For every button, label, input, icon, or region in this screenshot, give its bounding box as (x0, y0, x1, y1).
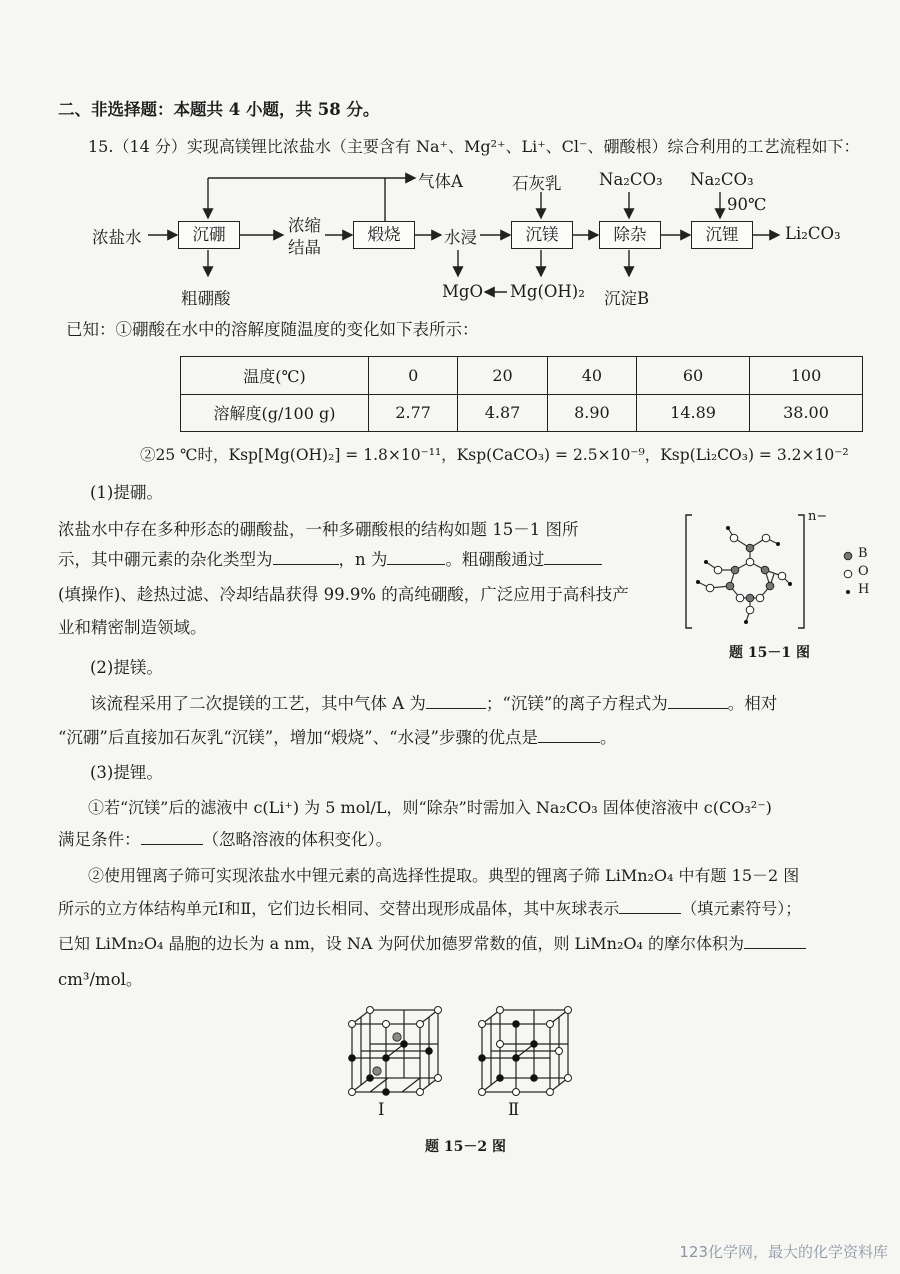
table-row (181, 357, 863, 395)
table-cell: 40 (547, 357, 636, 395)
flow-lime-milk: 石灰乳 (512, 174, 562, 193)
part1-line2 (58, 548, 602, 572)
answer-blank[interactable] (141, 829, 203, 845)
part1-line3: (填操作)、趁热过滤、冷却结晶获得 99.9% 的高纯硼酸，广泛应用于高科技产 (58, 585, 629, 604)
section-title: 二、非选择题：本题共 4 小题，共 58 分。 (58, 100, 380, 119)
table-header: 温度(℃) (181, 357, 369, 395)
fig2-label-1: Ⅰ (378, 1100, 385, 1119)
fig1-legend-o: O (858, 564, 869, 579)
part3-line6: cm³/mol。 (58, 970, 143, 989)
answer-blank[interactable] (538, 727, 600, 743)
text: 。 (599, 728, 617, 747)
part3-line1: ①若“沉镁”后的滤液中 c(Li⁺) 为 5 mol/L，则“除杂”时需加入 Na₂CO₃ 固体使溶液中 c(CO₃²⁻) (88, 798, 772, 817)
part3-line5 (58, 932, 870, 956)
part3-title: (3)提锂。 (90, 763, 163, 782)
part3-line4 (58, 897, 870, 921)
table-cell: 0 (369, 357, 458, 395)
answer-blank[interactable] (668, 693, 728, 709)
answer-blank[interactable] (387, 549, 445, 565)
flow-water-leach: 水浸 (444, 228, 477, 247)
known-2: ②25 ℃时，Ksp[Mg(OH)₂] = 1.8×10⁻¹¹，Ksp(CaCO₃) = 2.5×10⁻⁹，Ksp(Li₂CO₃) = 3.2×10⁻² (140, 446, 849, 464)
flow-final-product: Li₂CO₃ (785, 224, 841, 243)
known-1: 已知：①硼酸在水中的溶解度随温度的变化如下表所示： (66, 320, 479, 339)
answer-blank[interactable] (744, 933, 806, 949)
flow-crude-boric-acid: 粗硼酸 (181, 289, 231, 308)
fig1-charge: n− (808, 509, 828, 524)
text: 已知 LiMn₂O₄ 晶胞的边长为 a nm，设 NA 为阿伏加德罗常数的值，则 LiMn₂O₄ 的摩尔体积为 (58, 934, 745, 953)
part2-line1 (90, 692, 870, 716)
solubility-table (180, 356, 863, 432)
text: “沉硼”后直接加石灰乳“沉镁”，增加“煅烧”、“水浸”步骤的优点是 (58, 728, 538, 747)
fig2-label-2: Ⅱ (508, 1100, 520, 1119)
flow-feed: 浓盐水 (92, 228, 142, 247)
watermark: 123化学网，最大的化学资料库 (679, 1243, 888, 1261)
part1-line1: 浓盐水中存在多种形态的硼酸盐，一种多硼酸根的结构如题 15－1 图所 (58, 520, 579, 539)
table-cell: 8.90 (547, 394, 636, 432)
flow-step-impurity-removal: 除杂 (599, 221, 661, 249)
part2-title: (2)提镁。 (90, 658, 163, 677)
part3-line2 (58, 828, 870, 852)
table-header: 溶解度(g/100 g) (181, 394, 369, 432)
part1-title: (1)提硼。 (90, 483, 163, 502)
fig2-caption: 题 15－2 图 (425, 1139, 506, 1155)
table-cell: 20 (458, 357, 547, 395)
flow-step-li-precip: 沉锂 (691, 221, 753, 249)
fig1-caption: 题 15－1 图 (729, 645, 810, 661)
table-cell: 60 (637, 357, 750, 395)
flow-gas-a: 气体A (418, 172, 463, 191)
flow-step-boron-precip: 沉硼 (178, 221, 240, 249)
flow-mgoh2: Mg(OH)₂ (510, 282, 585, 301)
flow-na2co3-a: Na₂CO₃ (599, 170, 663, 189)
answer-blank[interactable] (619, 898, 681, 914)
table-cell: 38.00 (750, 394, 863, 432)
flow-temperature: 90℃ (727, 195, 767, 214)
answer-blank[interactable] (426, 693, 486, 709)
flow-precipitate-b: 沉淀B (604, 289, 650, 308)
text: 该流程采用了二次提镁的工艺，其中气体 A 为 (90, 694, 426, 713)
table-cell: 4.87 (458, 394, 547, 432)
part3-line3: ②使用锂离子筛可实现浓盐水中锂元素的高选择性提取。典型的锂离子筛 LiMn₂O₄ 中有题 15－2 图 (88, 866, 800, 885)
text: （填元素符号）； (681, 899, 802, 918)
answer-blank[interactable] (273, 549, 339, 565)
table-cell: 2.77 (369, 394, 458, 432)
flow-mgo: MgO (442, 282, 483, 301)
table-row (181, 394, 863, 432)
flow-concentrate-label: 浓缩 (288, 216, 321, 235)
answer-blank[interactable] (544, 549, 602, 565)
flow-na2co3-b: Na₂CO₃ (690, 170, 754, 189)
question-15-intro: 15.（14 分）实现高镁锂比浓盐水（主要含有 Na⁺、Mg²⁺、Li⁺、Cl⁻、硼酸根）综合利用的工艺流程如下： (88, 137, 860, 156)
text: 。相对 (727, 694, 778, 713)
flow-crystallize-label: 结晶 (288, 238, 321, 257)
text: ，n 为 (338, 550, 388, 569)
text: 示，其中硼元素的杂化类型为 (58, 550, 273, 569)
text: 满足条件： (58, 830, 141, 849)
fig1-legend-b: B (858, 546, 868, 561)
flow-step-mg-precip: 沉镁 (511, 221, 573, 249)
text: （忽略溶液的体积变化）。 (202, 830, 393, 849)
text: 所示的立方体结构单元Ⅰ和Ⅱ，它们边长相同、交替出现形成晶体，其中灰球表示 (58, 899, 620, 918)
table-cell: 14.89 (637, 394, 750, 432)
part2-line2 (58, 726, 870, 750)
text: 。粗硼酸通过 (445, 550, 545, 569)
flow-step-calcination: 煅烧 (353, 221, 415, 249)
table-cell: 100 (750, 357, 863, 395)
part1-line4: 业和精密制造领域。 (58, 618, 207, 637)
fig1-legend-h: H (858, 582, 870, 597)
text: ；“沉镁”的离子方程式为 (485, 694, 668, 713)
